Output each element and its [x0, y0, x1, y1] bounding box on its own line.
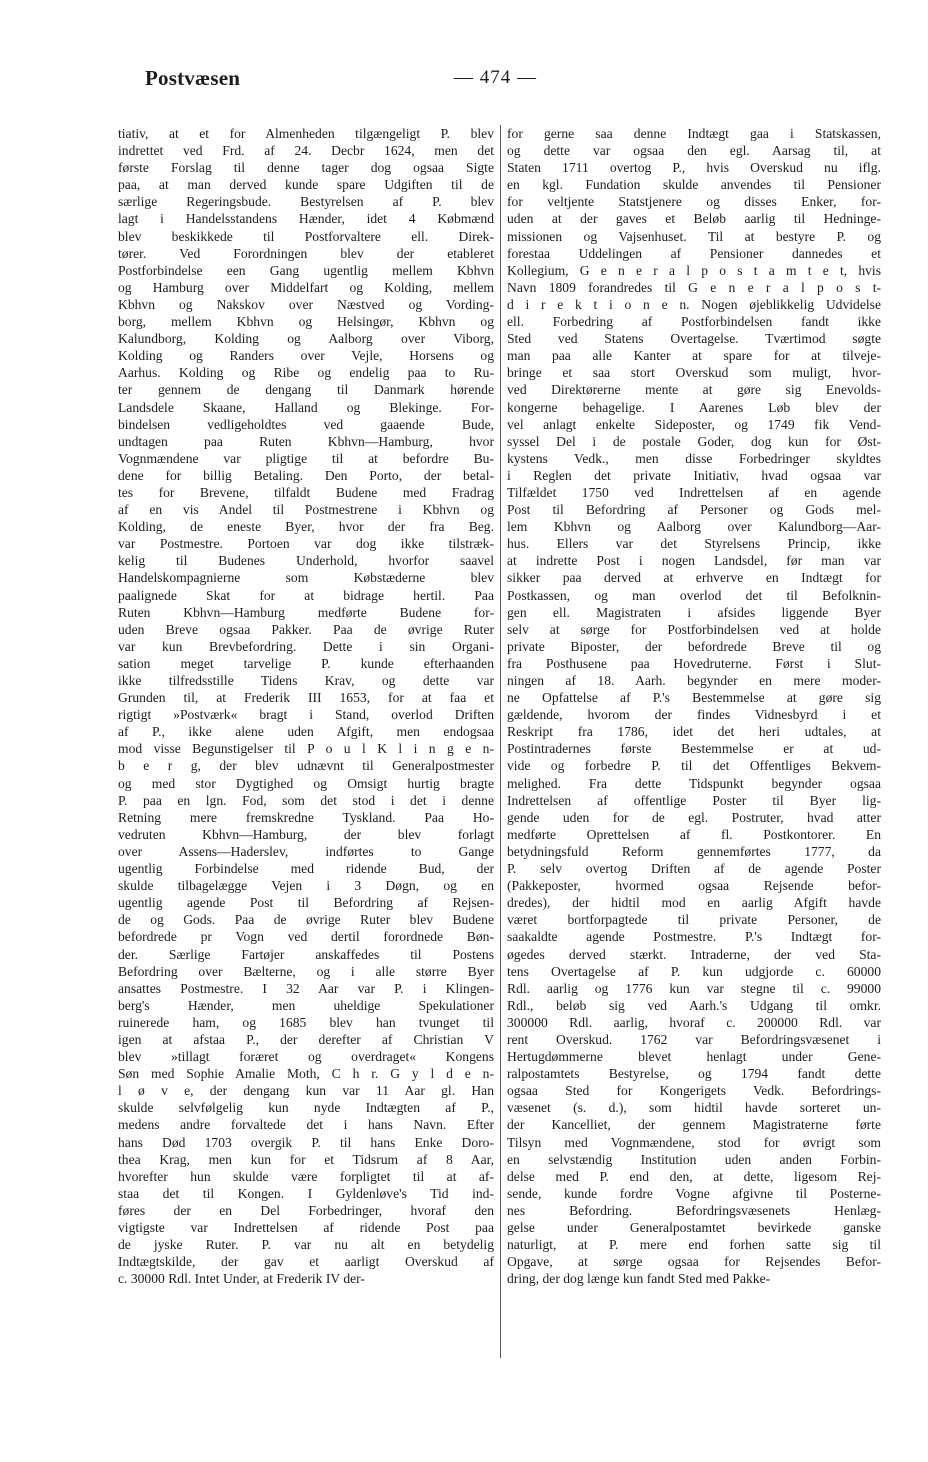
text-line: hus. Ellers var det Styrelsens Princip, ikke: [507, 536, 881, 552]
text-line: Sted ved Statens Overtagelse. Tværtimod søgte: [507, 331, 881, 347]
text-line: der Kancelliet, der gennem Magistraterne førte: [507, 1117, 881, 1133]
text-line: fra Posthusene paa Hovedruterne. Først i Slut-: [507, 655, 881, 671]
text-line: de og Gods. Paa de øvrige Ruter blev Budene: [118, 912, 494, 928]
text-line: Rdl., beløb sig ved Aarh.'s Udgang til omkr.: [507, 997, 881, 1013]
text-line: paalignede Skat for at bidrage hertil. Paa: [118, 587, 494, 603]
text-line: og dette var ogsaa den egl. Aarsag til, at: [507, 143, 881, 159]
text-line: ogsaa Sted for Kongerigets Vedk. Befordrings-: [507, 1083, 881, 1099]
text-line: og Hamburg over Middelfart og Kolding, mellem: [118, 279, 494, 295]
text-line: de jyske Ruter. P. var nu alt en betydelig: [118, 1237, 494, 1253]
text-line: ved Direktørerne mente at gøre sig Enevolds-: [507, 382, 881, 398]
text-line: tiativ, at et for Almenheden tilgængeligt P. blev: [118, 126, 494, 141]
text-line: medførte Oprettelsen af fl. Postkontorer. En: [507, 826, 881, 842]
text-line: l ø v e, der dengang kun var 11 Aar gl. Han: [118, 1083, 494, 1099]
text-line: ruinerede ham, og 1685 blev han tvunget til: [118, 1014, 494, 1030]
text-line: øgedes derved stærkt. Intraderne, der ved Sta-: [507, 946, 881, 962]
text-line: og med stor Dygtighed og Omsigt hurtig bragte: [118, 775, 494, 791]
text-line: Reskript fra 1786, idet det heri udtales, at: [507, 724, 881, 740]
text-line: private Biposter, der befordrede Breve til og: [507, 638, 881, 654]
text-line: uden Breve ogsaa Pakker. Paa de øvrige Ruter: [118, 621, 494, 637]
text-line: lem Kbhvn og Aalborg over Kalundborg—Aar-: [507, 519, 881, 535]
text-line: der. Særlige Fartøjer anskaffedes til Postens: [118, 946, 494, 962]
text-line: vedruten Kbhvn—Hamburg, der blev forlagt: [118, 826, 494, 842]
text-line: man paa alle Kanter at spare for at tilveje-: [507, 348, 881, 364]
text-line: føres der en Del Forbedringer, hvoraf den: [118, 1202, 494, 1218]
text-line: Landsdele Skaane, Halland og Blekinge. For-: [118, 399, 494, 415]
text-line: var Postmestre. Portoen var dog ikke tilstræk-: [118, 536, 494, 552]
text-line: Staten 1711 overtog P., hvis Overskud nu iflg.: [507, 160, 881, 176]
text-line: Søn med Sophie Amalie Moth, C h r. G y l d e n-: [118, 1066, 494, 1082]
text-line: kystens Vedk., men disse Forbedringer skyldtes: [507, 450, 881, 466]
text-line: gældende, hvorom der findes Vidnesbyrd i et: [507, 707, 881, 723]
text-line: Post til Befordring af Personer og Gods mel-: [507, 502, 881, 518]
text-line: Kolding og Randers over Vejle, Horsens og: [118, 348, 494, 364]
text-line: indrettet ved Frd. af 24. Decbr 1624, men det: [118, 143, 494, 159]
text-line: Postintradernes første Bestemmelse er at ud-: [507, 741, 881, 757]
text-line: c. 30000 Rdl. Intet Under, at Frederik IV der-: [118, 1271, 365, 1287]
text-line: første Forslag til denne tager dog ogsaa Sigte: [118, 160, 494, 176]
text-line: dredes), der hidtil mod en aarlig Afgift havde: [507, 895, 881, 911]
text-line: gende uden for de egl. Postruter, hvad atter: [507, 809, 881, 825]
text-line: betydningsfuld Reform gennemførtes 1777, da: [507, 843, 881, 859]
text-line: uden at der gaves et Beløb aarlig til Hedninge-: [507, 211, 881, 227]
text-line: Kbhvn og Nakskov over Næstved og Vording-: [118, 296, 494, 312]
text-line: d i r e k t i o n e n. Nogen øjeblikkelig Udvidelse: [507, 296, 881, 312]
text-line: Indtægtskilde, der gav et aarligt Overskud af: [118, 1254, 494, 1270]
text-line: befordrede pr Vogn ved dertil forordnede Bøn-: [118, 929, 494, 945]
text-line: rent Overskud. 1762 var Befordringsvæsenet i: [507, 1031, 881, 1047]
text-line: vel anlagt enkelte Sideposter, og 1749 fik Vend-: [507, 416, 881, 432]
text-line: skulde tilbagelægge Vejen i 3 Døgn, og en: [118, 878, 494, 894]
text-line: Handelskompagnierne som Købstæderne blev: [118, 570, 494, 586]
text-line: for veltjente Statstjenere og disses Enker, for-: [507, 194, 881, 210]
text-line: b e r g, der blev udnævnt til Generalpostmester: [118, 758, 494, 774]
section-title: Postvæsen: [145, 66, 241, 90]
text-line: staa det til Kongen. I Gyldenløve's Tid ind-: [118, 1185, 494, 1201]
text-line: 300000 Rdl. aarlig, hvoraf c. 200000 Rdl. var: [507, 1014, 881, 1030]
text-line: paa, at man derved kunde spare Udgiften til de: [118, 177, 494, 193]
text-line: en selvstændig Institution uden anden Forbin-: [507, 1151, 881, 1167]
text-line: Postforbindelse een Gang ugentlig mellem Kbhvn: [118, 262, 494, 278]
text-line: Opgave, at sørge ogsaa for Rejsendes Befor-: [507, 1254, 881, 1270]
text-line: dene for billig Betaling. Den Porto, der betal-: [118, 467, 494, 483]
text-line: delse med P. end den, at dette, ligesom Rej-: [507, 1168, 881, 1184]
text-line: væsenet (s. d.), som hidtil havde sorteret un-: [507, 1100, 881, 1116]
text-line: sation meget tarvelige P. kunde efterhaanden: [118, 655, 494, 671]
text-line: gelse under Generalpostamtet bevirkede ganske: [507, 1220, 881, 1235]
text-line: af P., ikke alene uden Afgift, men endogsaa: [118, 724, 494, 740]
text-line: at indrette Post i nogen Landsdel, før man var: [507, 553, 881, 569]
text-line: selv at sørge for Postforbindelsen ved at holde: [507, 621, 881, 637]
text-line: hans Død 1703 overgik P. til hans Enke Doro-: [118, 1134, 494, 1150]
text-line: særlige Regeringsbude. Bestyrelsen af P. blev: [118, 194, 494, 210]
text-line: tes for Brevene, tilfaldt Budene med Fradrag: [118, 484, 494, 500]
text-line: rigtigt »Postværk« bragt i Stand, overlod Driften: [118, 707, 494, 723]
text-line: ne Opfattelse af P.'s Bestemmelse at gøre sig: [507, 690, 881, 706]
running-head: [0, 66, 928, 96]
text-line: Befordring over Bælterne, og i alle større Byer: [118, 963, 494, 979]
text-line: bringe et saa stort Overskud som muligt, hvor-: [507, 365, 881, 381]
text-line: medens andre forvaltede det i hans Navn. Efter: [118, 1117, 494, 1133]
text-line: igen at afstaa P., der derefter af Christian V: [118, 1031, 494, 1047]
text-line: i Reglen det private Initiativ, hvad ogsaa var: [507, 467, 881, 483]
text-line: Rdl. aarlig og 1776 kun var stegne til c. 99000: [507, 980, 881, 996]
text-line: (Pakkeposter, hvormed ogsaa Rejsende befor-: [507, 878, 881, 894]
text-line: Tilfældet 1750 ved Indrettelsen af en agende: [507, 484, 881, 500]
text-line: Kollegium, G e n e r a l p o s t a m t e t, hvis: [507, 262, 881, 278]
left-column: [118, 125, 494, 1287]
text-line: Indrettelsen af offentlige Poster til Byer lig-: [507, 792, 881, 808]
text-line: nes Befordring. Befordringsvæsenets Henlæg-: [507, 1202, 881, 1218]
text-line: mod visse Begunstigelser til P o u l K l i n g e n-: [118, 741, 494, 757]
text-line: ugentlig Forbindelse med ridende Bud, der: [118, 861, 494, 877]
text-line: tens Overtagelse af P. kun udgjorde c. 60000: [507, 963, 881, 979]
text-line: Navn 1809 forandredes til G e n e r a l p o s t-: [507, 279, 881, 295]
text-line: ell. Forbedring af Postforbindelsen fandt ikke: [507, 314, 881, 330]
page-number: — 474 —: [454, 67, 537, 88]
text-line: dring, der dog længe kun fandt Sted med Pakke-: [507, 1271, 771, 1287]
text-line: ter gennem de dengang til Danmark hørende: [118, 382, 494, 398]
text-line: missionen og Vajsenhuset. Til at bestyre P. og: [507, 228, 881, 244]
text-line: en kgl. Fundation skulde anvendes til Pensioner: [507, 177, 881, 193]
text-line: Retning mere fremskredne Tyskland. Paa Ho-: [118, 809, 494, 825]
text-line: over Assens—Haderslev, indførtes to Gange: [118, 843, 494, 859]
text-line: for gerne saa denne Indtægt gaa i Statskassen,: [507, 126, 881, 141]
text-line: kongerne behagelige. I Aarenes Løb blev der: [507, 399, 881, 415]
text-line: undtagen paa Ruten Kbhvn—Hamburg, hvor: [118, 433, 494, 449]
text-line: kelig til Budenes Underhold, hvorfor saavel: [118, 553, 494, 569]
text-line: berg's Hænder, men uheldige Spekulationer: [118, 997, 494, 1013]
text-line: var kun Brevbefordring. Dette i sin Organi-: [118, 638, 494, 654]
text-line: P. paa en lgn. Fod, som det stod i det i denne: [118, 792, 494, 808]
text-line: Kalundborg, Kolding og Aalborg over Viborg,: [118, 331, 494, 347]
text-line: Hertugdømmerne blevet henlagt under Gene-: [507, 1049, 881, 1065]
text-line: saakaldte agende Postmestre. P.'s Indtægt for-: [507, 929, 881, 945]
text-line: Ruten Kbhvn—Hamburg medførte Budene for-: [118, 604, 494, 620]
text-line: ningen af 18. Aarh. begynder en mere moder-: [507, 673, 881, 688]
text-line: hvorefter hun skulde være forpligtet til at af-: [118, 1168, 494, 1184]
text-line: gen ell. Magistraten i afsides liggende Byer: [507, 604, 881, 620]
text-line: været bortforpagtede til private Personer, de: [507, 912, 881, 928]
text-line: thea Krag, men kun for et Tidsrum af 8 Aar,: [118, 1151, 494, 1167]
text-line: Aarhus. Kolding og Ribe og endelig paa to Ru-: [118, 365, 494, 381]
text-line: ugentlig agende Post til Befordring af Rejsen-: [118, 895, 494, 911]
text-line: vide og forbedre P. til det Offentliges Bekvem-: [507, 758, 881, 774]
column-divider: [500, 125, 501, 1358]
text-line: ralpostamtets Bestyrelse, og 1794 fandt dette: [507, 1066, 881, 1082]
text-line: P. selv overtog Driften af de agende Poster: [507, 861, 881, 877]
text-line: lagt i Handelsstandens Hænder, idet 4 Købmænd: [118, 211, 494, 227]
text-line: tører. Ved Forordningen blev der etableret: [118, 245, 494, 261]
right-column: [507, 125, 881, 1287]
text-line: Kolding, de eneste Byer, hvor der fra Beg.: [118, 519, 494, 535]
text-line: melighed. Fra dette Tidspunkt begynder ogsaa: [507, 775, 881, 791]
text-line: ikke tilfredsstille Tidens Krav, og dette var: [118, 673, 494, 688]
text-line: vigtigste var Indrettelsen af ridende Post paa: [118, 1220, 494, 1235]
text-line: syssel Del i de postale Goder, dog kun for Øst-: [507, 433, 881, 449]
text-line: Grunden til, at Frederik III 1653, for at faa et: [118, 690, 494, 706]
text-line: ansattes Postmestre. I 32 Aar var P. i Klingen-: [118, 980, 494, 996]
text-line: af en vis Andel til Postmestrene i Kbhvn og: [118, 502, 494, 518]
text-line: forestaa Uddelingen af Pensioner dannedes et: [507, 245, 881, 261]
text-line: bindelsen vedligeholdtes ved gaaende Bude,: [118, 416, 494, 432]
text-line: naturligt, at P. mere end forhen satte sig til: [507, 1237, 881, 1253]
text-line: sende, kunde fordre Vogne afgivne til Posterne-: [507, 1185, 881, 1201]
text-line: blev »tillagt foræret og overdraget« Kongens: [118, 1049, 494, 1065]
text-line: Vognmændene var pligtige til at befordre Bu-: [118, 450, 494, 466]
text-line: skulde selvfølgelig kun nyde Indtægten af P.,: [118, 1100, 494, 1116]
text-line: sikker paa derved at erhverve en Indtægt for: [507, 570, 881, 586]
text-line: borg, mellem Kbhvn og Helsingør, Kbhvn og: [118, 314, 494, 330]
text-line: blev beskikkede til Postforvaltere ell. Direk-: [118, 228, 494, 244]
text-line: Postkassen, og man overlod det til Befolknin-: [507, 587, 881, 603]
text-line: Tilsyn med Vognmændene, stod for øvrigt som: [507, 1134, 881, 1150]
